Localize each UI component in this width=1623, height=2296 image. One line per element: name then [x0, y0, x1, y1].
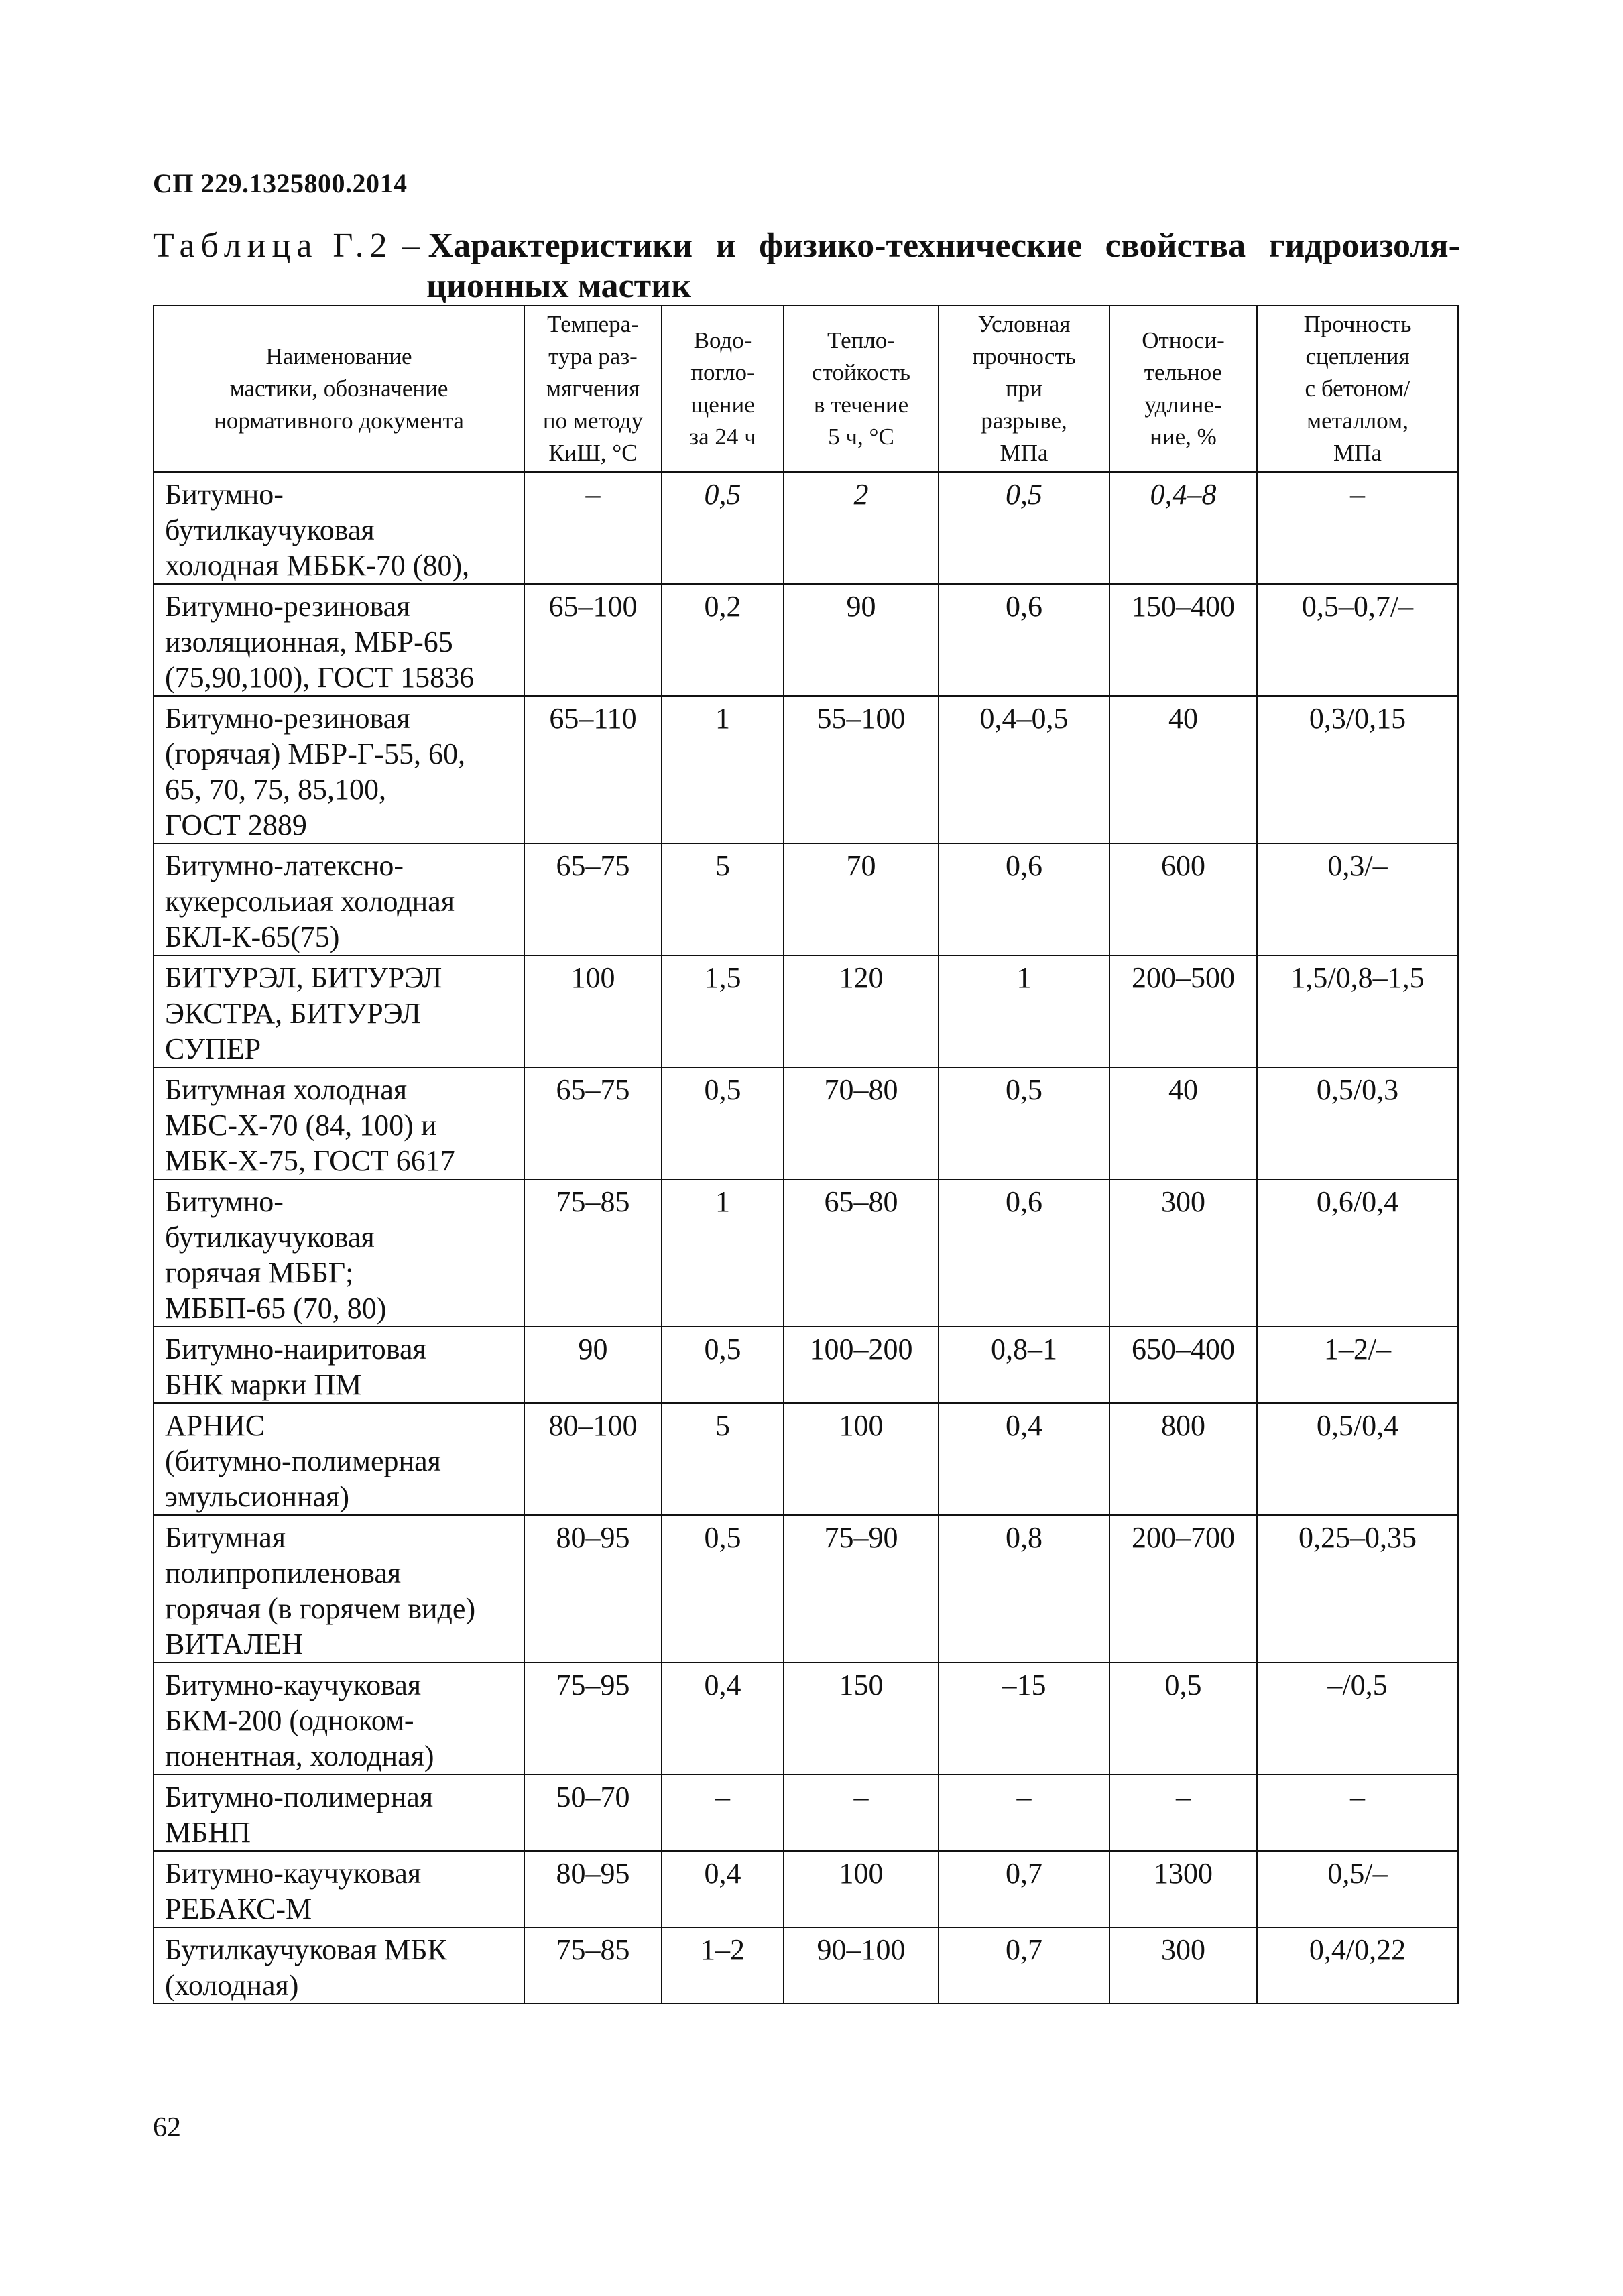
- cell-softening-temp: 65–75: [524, 1067, 662, 1179]
- name-line: Битумно-: [165, 478, 284, 511]
- cell-elongation: 800: [1109, 1403, 1257, 1515]
- cell-softening-temp: 50–70: [524, 1774, 662, 1851]
- header-line: с бетоном/: [1305, 375, 1410, 402]
- table-row: [154, 1327, 1458, 1403]
- cell-mastic-name: [154, 584, 524, 696]
- header-adhesion: [1257, 306, 1458, 472]
- header-line: Наименование: [265, 343, 412, 369]
- name-line: Битумно-резиновая: [165, 702, 410, 735]
- table-row: [154, 955, 1458, 1067]
- cell-elongation: 300: [1109, 1927, 1257, 2004]
- header-line: удлине-: [1144, 391, 1222, 418]
- table-row: [154, 1927, 1458, 2004]
- cell-softening-temp: –: [524, 472, 662, 584]
- cell-heat-resistance: 100: [784, 1851, 939, 1927]
- caption-title-word: гидроизоля-: [1268, 227, 1460, 265]
- cell-elongation: 200–700: [1109, 1515, 1257, 1663]
- table-row: [154, 584, 1458, 696]
- name-line: БКМ-200 (одноком-: [165, 1704, 414, 1737]
- cell-adhesion: 0,25–0,35: [1257, 1515, 1458, 1663]
- cell-mastic-name: [154, 1403, 524, 1515]
- cell-water-absorption: 1: [662, 696, 784, 843]
- header-line: ние, %: [1150, 424, 1217, 450]
- header-line: МПа: [1000, 440, 1048, 466]
- header-line: прочность: [972, 343, 1076, 369]
- header-line: металлом,: [1307, 408, 1408, 434]
- name-line: Битумная: [165, 1521, 286, 1554]
- cell-softening-temp: 65–110: [524, 696, 662, 843]
- cell-elongation: 1300: [1109, 1851, 1257, 1927]
- caption-title-word: физико-технические: [759, 227, 1083, 265]
- caption-lead: Таблица Г.2: [153, 227, 394, 265]
- cell-softening-temp: 65–75: [524, 843, 662, 955]
- cell-water-absorption: 1–2: [662, 1927, 784, 2004]
- cell-elongation: 650–400: [1109, 1327, 1257, 1403]
- caption-line-2: ционных мастик: [426, 267, 692, 305]
- cell-elongation: 40: [1109, 1067, 1257, 1179]
- cell-tensile-strength: 0,4: [939, 1403, 1109, 1515]
- cell-tensile-strength: 0,6: [939, 1179, 1109, 1327]
- header-line: нормативного документа: [214, 408, 464, 434]
- cell-heat-resistance: 70–80: [784, 1067, 939, 1179]
- cell-softening-temp: 80–95: [524, 1515, 662, 1663]
- name-line: ЭКСТРА, БИТУРЭЛ: [165, 997, 421, 1030]
- header-line: Условная: [977, 311, 1071, 337]
- name-line: Битумная холодная: [165, 1073, 408, 1106]
- cell-heat-resistance: 2: [784, 472, 939, 584]
- header-water-absorption: [662, 306, 784, 472]
- header-softening-temp: [524, 306, 662, 472]
- name-line: БКЛ-К-65(75): [165, 920, 340, 953]
- cell-water-absorption: 5: [662, 1403, 784, 1515]
- cell-elongation: 40: [1109, 696, 1257, 843]
- cell-adhesion: 0,3/0,15: [1257, 696, 1458, 843]
- cell-adhesion: 1,5/0,8–1,5: [1257, 955, 1458, 1067]
- caption-title-word: Характеристики: [428, 227, 693, 265]
- cell-water-absorption: 1,5: [662, 955, 784, 1067]
- header-line: Темпера-: [547, 311, 639, 337]
- cell-water-absorption: 0,5: [662, 472, 784, 584]
- name-line: Битумно-: [165, 1185, 284, 1218]
- cell-softening-temp: 65–100: [524, 584, 662, 696]
- cell-tensile-strength: 0,8: [939, 1515, 1109, 1663]
- caption-title-word: и: [715, 227, 736, 265]
- cell-water-absorption: 0,4: [662, 1851, 784, 1927]
- cell-heat-resistance: 75–90: [784, 1515, 939, 1663]
- name-line: АРНИС: [165, 1409, 265, 1442]
- name-line: понентная, холодная): [165, 1740, 434, 1772]
- cell-tensile-strength: 0,7: [939, 1927, 1109, 2004]
- cell-water-absorption: 0,5: [662, 1515, 784, 1663]
- table-row: [154, 843, 1458, 955]
- header-line: 5 ч, °С: [828, 424, 894, 450]
- cell-softening-temp: 75–85: [524, 1179, 662, 1327]
- name-line: МБК-Х-75, ГОСТ 6617: [165, 1144, 455, 1177]
- cell-adhesion: –: [1257, 472, 1458, 584]
- name-line: Битумно-полимерная: [165, 1780, 434, 1813]
- header-line: тельное: [1144, 359, 1223, 385]
- header-line: Относи-: [1142, 327, 1225, 353]
- cell-elongation: 0,4–8: [1109, 472, 1257, 584]
- name-line: горячая МББГ;: [165, 1256, 354, 1289]
- cell-adhesion: 0,3/–: [1257, 843, 1458, 955]
- cell-heat-resistance: 65–80: [784, 1179, 939, 1327]
- cell-heat-resistance: 70: [784, 843, 939, 955]
- name-line: изоляционная, МБР-65: [165, 625, 453, 658]
- name-line: Бутилкаучуковая МБК: [165, 1933, 447, 1966]
- table-row: [154, 1403, 1458, 1515]
- cell-tensile-strength: 0,6: [939, 843, 1109, 955]
- header-line: Тепло-: [827, 327, 895, 353]
- cell-elongation: –: [1109, 1774, 1257, 1851]
- cell-elongation: 150–400: [1109, 584, 1257, 696]
- cell-adhesion: 0,5/–: [1257, 1851, 1458, 1927]
- name-line: ВИТАЛЕН: [165, 1628, 304, 1660]
- cell-heat-resistance: –: [784, 1774, 939, 1851]
- name-line: 65, 70, 75, 85,100,: [165, 773, 386, 806]
- cell-elongation: 0,5: [1109, 1663, 1257, 1774]
- header-line: мастики, обозначение: [229, 375, 448, 402]
- cell-heat-resistance: 90–100: [784, 1927, 939, 2004]
- cell-mastic-name: [154, 1067, 524, 1179]
- cell-softening-temp: 80–95: [524, 1851, 662, 1927]
- header-line: стойкость: [812, 359, 910, 385]
- cell-softening-temp: 100: [524, 955, 662, 1067]
- name-line: кукерсольиая холодная: [165, 885, 455, 918]
- name-line: Битумно-каучуковая: [165, 1857, 422, 1890]
- cell-heat-resistance: 120: [784, 955, 939, 1067]
- cell-tensile-strength: 0,5: [939, 472, 1109, 584]
- table-row: [154, 1851, 1458, 1927]
- cell-adhesion: 0,5/0,3: [1257, 1067, 1458, 1179]
- table-row: [154, 1515, 1458, 1663]
- cell-mastic-name: [154, 1179, 524, 1327]
- cell-heat-resistance: 150: [784, 1663, 939, 1774]
- cell-water-absorption: 0,2: [662, 584, 784, 696]
- cell-softening-temp: 75–95: [524, 1663, 662, 1774]
- cell-tensile-strength: 0,7: [939, 1851, 1109, 1927]
- cell-adhesion: –: [1257, 1774, 1458, 1851]
- cell-mastic-name: [154, 1851, 524, 1927]
- table-row: [154, 472, 1458, 584]
- name-line: РЕБАКС-М: [165, 1892, 312, 1925]
- name-line: бутилкаучуковая: [165, 1221, 375, 1254]
- header-line: по методу: [542, 408, 644, 434]
- header-heat-resistance: [784, 306, 939, 472]
- cell-tensile-strength: 0,8–1: [939, 1327, 1109, 1403]
- table-row: [154, 1774, 1458, 1851]
- document-code: СП 229.1325800.2014: [153, 168, 408, 198]
- cell-mastic-name: [154, 1927, 524, 2004]
- header-line: Водо-: [693, 327, 752, 353]
- cell-water-absorption: 0,5: [662, 1067, 784, 1179]
- header-name: [154, 306, 524, 472]
- cell-tensile-strength: 0,6: [939, 584, 1109, 696]
- name-line: (битумно-полимерная: [165, 1445, 441, 1477]
- name-line: МБНП: [165, 1816, 251, 1849]
- name-line: (горячая) МБР-Г-55, 60,: [165, 737, 465, 770]
- cell-mastic-name: [154, 1327, 524, 1403]
- cell-heat-resistance: 55–100: [784, 696, 939, 843]
- cell-adhesion: 0,5/0,4: [1257, 1403, 1458, 1515]
- name-line: бутилкаучуковая: [165, 513, 375, 546]
- cell-heat-resistance: 100: [784, 1403, 939, 1515]
- name-line: Битумно-латексно-: [165, 849, 404, 882]
- cell-softening-temp: 90: [524, 1327, 662, 1403]
- cell-mastic-name: [154, 955, 524, 1067]
- caption-line-1: [153, 224, 1460, 268]
- cell-tensile-strength: 0,5: [939, 1067, 1109, 1179]
- cell-water-absorption: 0,4: [662, 1663, 784, 1774]
- table-row: [154, 1663, 1458, 1774]
- name-line: (холодная): [165, 1969, 299, 2002]
- header-line: Прочность: [1303, 311, 1412, 337]
- cell-elongation: 300: [1109, 1179, 1257, 1327]
- page-number: 62: [153, 2112, 181, 2143]
- header-line: при: [1006, 375, 1042, 402]
- header-line: за 24 ч: [689, 424, 756, 450]
- cell-elongation: 200–500: [1109, 955, 1257, 1067]
- header-tensile-strength: [939, 306, 1109, 472]
- name-line: МБС-Х-70 (84, 100) и: [165, 1109, 437, 1142]
- header-line: МПа: [1333, 440, 1382, 466]
- cell-adhesion: 1–2/–: [1257, 1327, 1458, 1403]
- name-line: полипропиленовая: [165, 1557, 402, 1589]
- caption-lead-group: [153, 224, 693, 268]
- cell-tensile-strength: –15: [939, 1663, 1109, 1774]
- header-line: разрыве,: [981, 408, 1067, 434]
- mastic-properties-table: [153, 305, 1459, 2004]
- caption-dash: –: [393, 227, 428, 265]
- caption-title-word: свойства: [1105, 227, 1246, 265]
- name-line: СУПЕР: [165, 1032, 261, 1065]
- cell-tensile-strength: 0,4–0,5: [939, 696, 1109, 843]
- header-line: тура раз-: [548, 343, 638, 369]
- name-line: Битумно-резиновая: [165, 590, 410, 623]
- name-line: БИТУРЭЛ, БИТУРЭЛ: [165, 961, 442, 994]
- cell-mastic-name: [154, 1774, 524, 1851]
- table-row: [154, 1067, 1458, 1179]
- cell-mastic-name: [154, 472, 524, 584]
- cell-water-absorption: 0,5: [662, 1327, 784, 1403]
- cell-water-absorption: 1: [662, 1179, 784, 1327]
- cell-elongation: 600: [1109, 843, 1257, 955]
- cell-heat-resistance: 90: [784, 584, 939, 696]
- table-header-row: [154, 306, 1458, 472]
- header-line: в течение: [813, 391, 909, 418]
- cell-heat-resistance: 100–200: [784, 1327, 939, 1403]
- name-line: холодная МББК-70 (80),: [165, 549, 470, 582]
- name-line: эмульсионная): [165, 1480, 350, 1513]
- cell-water-absorption: 5: [662, 843, 784, 955]
- name-line: МББП-65 (70, 80): [165, 1292, 387, 1325]
- table-body: [154, 472, 1458, 2004]
- cell-adhesion: 0,5–0,7/–: [1257, 584, 1458, 696]
- table-row: [154, 1179, 1458, 1327]
- cell-mastic-name: [154, 1663, 524, 1774]
- table-caption: [153, 224, 1460, 304]
- header-elongation: [1109, 306, 1257, 472]
- name-line: ГОСТ 2889: [165, 808, 307, 841]
- header-line: мягчения: [546, 375, 640, 402]
- cell-adhesion: –/0,5: [1257, 1663, 1458, 1774]
- header-line: сцепления: [1305, 343, 1410, 369]
- table-row: [154, 696, 1458, 843]
- name-line: горячая (в горячем виде): [165, 1592, 476, 1625]
- cell-adhesion: 0,4/0,22: [1257, 1927, 1458, 2004]
- name-line: (75,90,100), ГОСТ 15836: [165, 661, 475, 694]
- cell-mastic-name: [154, 1515, 524, 1663]
- cell-tensile-strength: –: [939, 1774, 1109, 1851]
- cell-mastic-name: [154, 696, 524, 843]
- name-line: Битумно-каучуковая: [165, 1669, 422, 1701]
- name-line: Битумно-наиритовая: [165, 1333, 426, 1366]
- header-line: щение: [690, 391, 755, 418]
- cell-mastic-name: [154, 843, 524, 955]
- cell-softening-temp: 75–85: [524, 1927, 662, 2004]
- name-line: БНК марки ПМ: [165, 1368, 362, 1401]
- cell-softening-temp: 80–100: [524, 1403, 662, 1515]
- cell-adhesion: 0,6/0,4: [1257, 1179, 1458, 1327]
- cell-water-absorption: –: [662, 1774, 784, 1851]
- cell-tensile-strength: 1: [939, 955, 1109, 1067]
- header-line: КиШ, °С: [548, 440, 638, 466]
- header-line: погло-: [690, 359, 755, 385]
